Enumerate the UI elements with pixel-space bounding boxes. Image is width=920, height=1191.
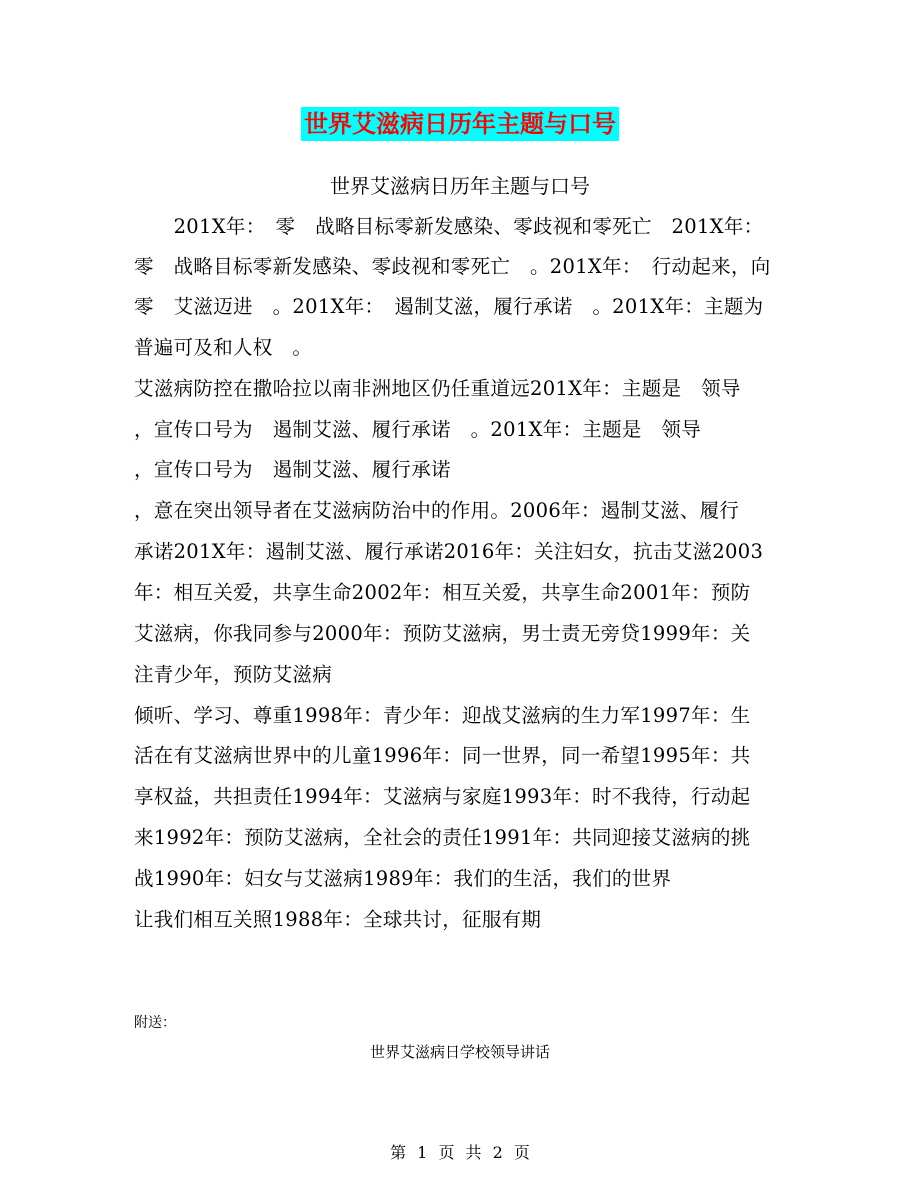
body-line: 零 艾滋迈进 。201X年： 遏制艾滋，履行承诺 。201X年：主题为 [134,295,764,318]
appendix-label: 附送： [134,1015,176,1031]
body-line: 普遍可及和人权 。 [134,336,313,359]
body-line: ，意在突出领导者在艾滋病防治中的作用。2006年：遏制艾滋、履行 [134,499,740,522]
body-line: 战1990年：妇女与艾滋病1989年：我们的生活，我们的世界 [134,867,672,890]
body-line: 来1992年：预防艾滋病，全社会的责任1991年：共同迎接艾滋病的挑 [134,826,751,849]
body-line: 注青少年，预防艾滋病 [134,663,333,686]
body-line: 倾听、学习、尊重1998年：青少年：迎战艾滋病的生力军1997年：生 [134,704,751,727]
body-line: 活在有艾滋病世界中的儿童1996年：同一世界，同一希望1995年：共 [134,744,751,767]
page-footer: 第 1 页 共 2 页 [390,1143,530,1162]
body-line: 让我们相互关照1988年：全球共讨，征服有期 [134,908,542,931]
body-line: ，宣传口号为 遏制艾滋、履行承诺 。201X年：主题是 领导 [134,418,702,441]
body-line: 年：相互关爱，共享生命2002年：相互关爱，共享生命2001年：预防 [134,581,751,604]
body-line: 享权益，共担责任1994年：艾滋病与家庭1993年：时不我待，行动起 [134,785,751,808]
appendix-title: 世界艾滋病日学校领导讲话 [369,1043,550,1061]
body-line: 201X年： 零 战略目标零新发感染、零歧视和零死亡 201X年： [134,215,764,238]
main-title-container [0,107,920,141]
body-line: 承诺201X年：遏制艾滋、履行承诺2016年：关注妇女，抗击艾滋2003 [134,540,764,563]
body-line: 艾滋病防控在撒哈拉以南非洲地区仍任重道远201X年：主题是 领导 [134,377,741,400]
body-line: 艾滋病，你我同参与2000年：预防艾滋病，男士责无旁贷1999年：关 [134,622,751,645]
body-line: 零 战略目标零新发感染、零歧视和零死亡 。201X年： 行动起来，向 [134,255,771,278]
subtitle: 世界艾滋病日历年主题与口号 [330,174,590,198]
body-line: ，宣传口号为 遏制艾滋、履行承诺 [134,458,451,481]
main-title: 世界艾滋病日历年主题与口号 [301,107,619,141]
